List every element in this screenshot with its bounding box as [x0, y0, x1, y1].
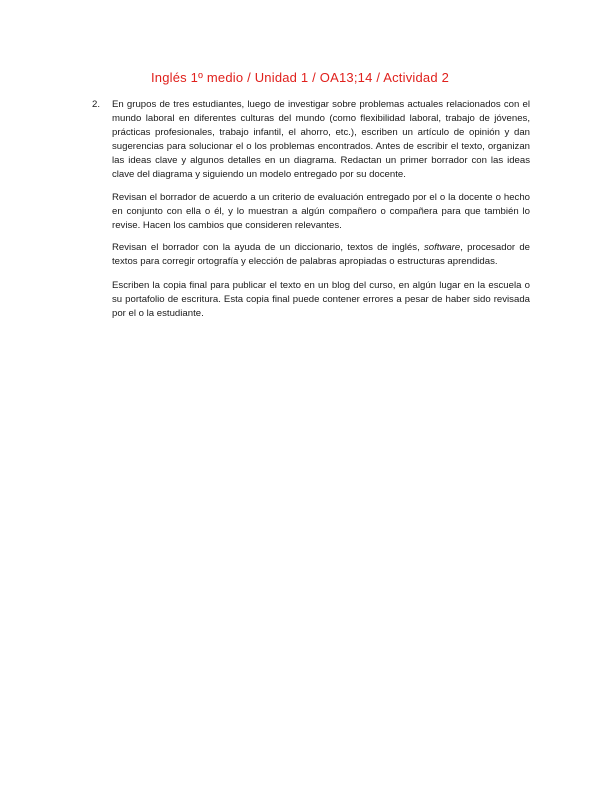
activity-item — [92, 98, 530, 321]
activity-paragraph-2: Revisan el borrador de acuerdo a un criterio de evaluación entregado por el o la docente o hecho en conjunto con ella o él, y lo muestran a algún compañero o compañera para que también lo revise. Hacen los cambios que consideren relevantes. — [112, 191, 530, 231]
activity-paragraph-1: En grupos de tres estudiantes, luego de investigar sobre problemas actuales relacionados con el mundo laboral en diferentes culturas del mundo (como flexibilidad laboral, trabajo de jóvenes, prácticas profesionales, trabajo infantil, el ahorro, etc.), escriben un artículo de opinión y dan sugerencias para solucionar el o los problemas encontrados. Antes de escribir el texto, organizan las ideas clave y algunos detalles en un diagrama. Redactan un primer borrador con las ideas clave del diagrama y siguiendo un modelo entregado por su docente. — [112, 99, 530, 181]
paragraph-3-text-start: Revisan el borrador con la ayuda de un diccionario, textos de inglés, — [112, 241, 424, 253]
software-emphasis: software — [423, 241, 461, 253]
page-title: Inglés 1º medio / Unidad 1 / OA13;14 / Actividad 2 — [150, 70, 450, 85]
activity-paragraph-3 — [112, 241, 530, 269]
activity-paragraph-4: Escriben la copia final para publicar el texto en un blog del curso, en algún lugar en la escuela o su portafolio de escritura. Esta copia final puede contener errores a pesar de haber sido revisada por el o la estudiante. — [112, 280, 530, 320]
paragraph-3-text-end: , procesador de textos para corregir ortografía y elección de palabras apropiadas o estructuras aprendidas. — [112, 241, 530, 267]
activity-number: 2. — [92, 99, 101, 110]
